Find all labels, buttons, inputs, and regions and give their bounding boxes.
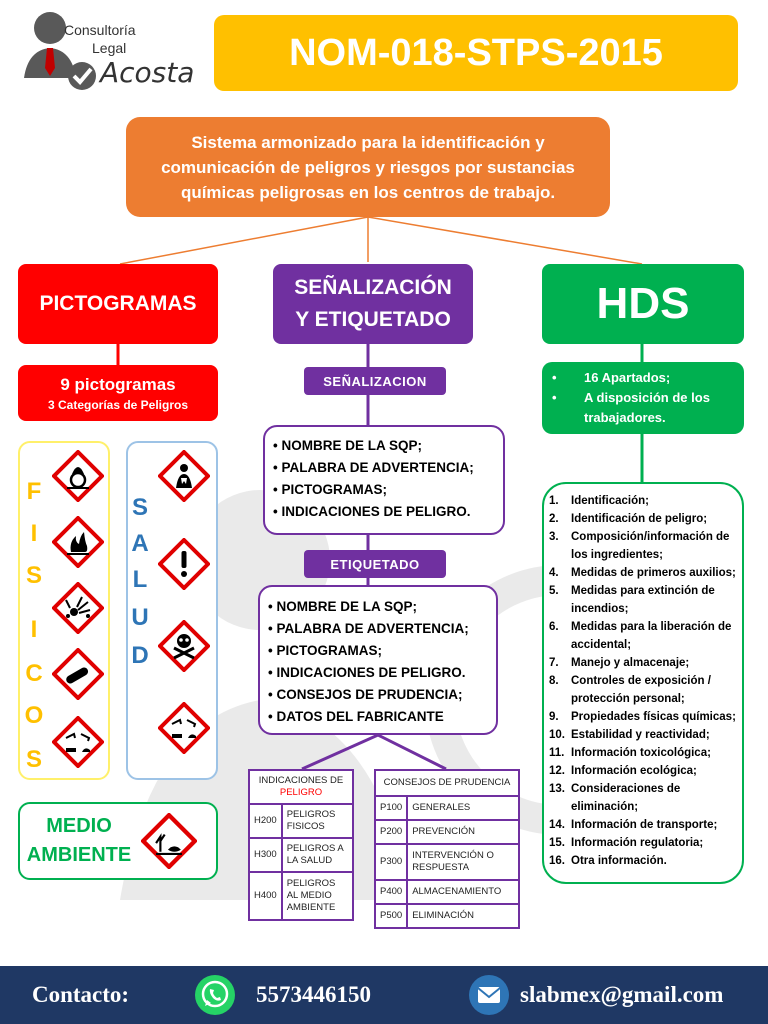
list-text: Controles de exposición / protección personal; bbox=[571, 675, 711, 705]
list-item: • INDICACIONES DE PELIGRO. bbox=[273, 504, 471, 519]
list-item bbox=[549, 852, 738, 870]
list-text: Medidas para la liberación de accidental; bbox=[571, 621, 732, 651]
list-number: 2. bbox=[549, 513, 559, 525]
oxidizer-icon bbox=[52, 450, 104, 502]
hds-summary bbox=[542, 362, 744, 434]
indicaciones-table bbox=[248, 769, 354, 921]
list-item bbox=[549, 510, 738, 528]
salud-letter: S bbox=[131, 494, 148, 521]
list-item bbox=[549, 726, 738, 744]
intro-description: Sistema armonizado para la identificación y comunicación de peligros y riesgos por sustancias químicas peligrosas en los centros de trabajo. bbox=[126, 117, 610, 217]
table-cell-text: INTERVENCIÓN O RESPUESTA bbox=[407, 844, 519, 880]
hds-sections-list bbox=[542, 482, 744, 884]
fisicos-letter: I bbox=[30, 616, 38, 643]
list-number: 15. bbox=[549, 837, 565, 849]
skull-crossbones-icon bbox=[158, 620, 210, 672]
list-text: Información de transporte; bbox=[571, 819, 718, 831]
list-number: 5. bbox=[549, 585, 559, 597]
table-row bbox=[249, 804, 353, 838]
page-title: NOM-018-STPS-2015 bbox=[214, 15, 738, 91]
fisicos-letter: S bbox=[25, 746, 42, 773]
table-cell-code: P200 bbox=[375, 820, 407, 844]
etiquetado-tag: ETIQUETADO bbox=[304, 550, 446, 578]
list-item: • PICTOGRAMAS; bbox=[273, 482, 387, 497]
consejos-table bbox=[374, 769, 520, 929]
corrosion-icon bbox=[52, 716, 104, 768]
bullet-icon: • bbox=[552, 390, 557, 405]
list-item: • CONSEJOS DE PRUDENCIA; bbox=[268, 687, 463, 702]
list-text: Medidas de primeros auxilios; bbox=[571, 567, 736, 579]
list-text: Información ecológica; bbox=[571, 765, 697, 777]
list-text: Manejo y almacenaje; bbox=[571, 657, 690, 669]
hds-bullet-text: 16 Apartados; bbox=[584, 370, 671, 385]
contact-label: Contacto: bbox=[32, 982, 130, 1007]
salud-letter: D bbox=[131, 642, 149, 669]
list-text: Medidas para extinción de incendios; bbox=[571, 585, 715, 615]
list-item: • NOMBRE DE LA SQP; bbox=[273, 438, 422, 453]
health-hazard-icon bbox=[158, 450, 210, 502]
table-cell-text: PELIGROS A LA SALUD bbox=[282, 838, 353, 872]
list-item bbox=[549, 618, 738, 654]
list-item bbox=[549, 834, 738, 852]
table-row bbox=[375, 880, 519, 904]
list-text: Otra información. bbox=[571, 855, 667, 867]
flame-icon bbox=[52, 516, 104, 568]
list-item: • DATOS DEL FABRICANTE bbox=[268, 709, 444, 724]
list-text: Composición/información de los ingredientes; bbox=[571, 531, 730, 561]
list-item bbox=[549, 708, 738, 726]
pictogramas-categories: 3 Categorías de Peligros bbox=[47, 397, 189, 412]
bullet-icon: • bbox=[552, 370, 557, 385]
list-number: 10. bbox=[549, 729, 565, 741]
list-item bbox=[549, 816, 738, 834]
table-cell-text: PELIGROS FISICOS bbox=[282, 804, 353, 838]
senalizacion-etiquetado-header bbox=[273, 264, 473, 344]
list-item bbox=[549, 780, 738, 816]
indicaciones-header: INDICACIONES DE bbox=[258, 775, 344, 786]
fisicos-letter: C bbox=[25, 660, 43, 687]
list-item bbox=[549, 564, 738, 582]
email-address[interactable]: slabmex@gmail.com bbox=[520, 982, 724, 1007]
table-cell-text: ELIMINACIÓN bbox=[407, 904, 519, 928]
list-item bbox=[549, 744, 738, 762]
table-header bbox=[249, 770, 353, 804]
logo-text-acosta: Acosta bbox=[100, 56, 195, 89]
table-cell-code: P500 bbox=[375, 904, 407, 928]
list-number: 4. bbox=[549, 567, 559, 579]
explosive-icon bbox=[52, 582, 104, 634]
list-item bbox=[549, 672, 738, 708]
table-cell-code: H300 bbox=[249, 838, 282, 872]
indicaciones-header-red: PELIGRO bbox=[279, 787, 323, 798]
list-text: Información regulatoria; bbox=[571, 837, 704, 849]
mail-icon[interactable] bbox=[468, 974, 510, 1016]
fisicos-letter: S bbox=[25, 562, 42, 589]
list-number: 14. bbox=[549, 819, 565, 831]
senalizacion-header-line1: SEÑALIZACIÓN bbox=[294, 276, 452, 299]
list-number: 3. bbox=[549, 531, 559, 543]
table-cell-text: ALMACENAMIENTO bbox=[407, 880, 519, 904]
list-item: • INDICACIONES DE PELIGRO. bbox=[268, 665, 466, 680]
list-item: • NOMBRE DE LA SQP; bbox=[268, 599, 417, 614]
list-number: 6. bbox=[549, 621, 559, 633]
table-row bbox=[375, 820, 519, 844]
table-header-row bbox=[249, 770, 353, 804]
medio-ambiente-line2: AMBIENTE bbox=[26, 844, 132, 866]
senalizacion-list bbox=[263, 425, 505, 535]
list-number: 12. bbox=[549, 765, 565, 777]
logo-text-legal: Legal bbox=[92, 40, 127, 56]
list-text: Propiedades físicas químicas; bbox=[571, 711, 736, 723]
table-row bbox=[249, 838, 353, 872]
table-cell-code: H400 bbox=[249, 872, 282, 920]
whatsapp-icon[interactable] bbox=[194, 974, 236, 1016]
pictogramas-count: 9 pictogramas bbox=[60, 374, 176, 394]
list-number: 8. bbox=[549, 675, 559, 687]
list-number: 7. bbox=[549, 657, 559, 669]
list-text: Identificación; bbox=[571, 495, 649, 507]
table-cell-text: GENERALES bbox=[407, 796, 519, 820]
fisicos-letter: O bbox=[24, 702, 44, 729]
list-item: • PALABRA DE ADVERTENCIA; bbox=[273, 460, 474, 475]
salud-letter: U bbox=[131, 604, 149, 631]
consejos-header: CONSEJOS DE PRUDENCIA bbox=[375, 770, 519, 796]
salud-letter: L bbox=[132, 566, 148, 593]
list-item bbox=[552, 388, 736, 428]
table-header-row bbox=[375, 770, 519, 796]
logo-text-consultoria: Consultoría bbox=[64, 22, 136, 38]
list-number: 16. bbox=[549, 855, 565, 867]
list-number: 1. bbox=[549, 495, 559, 507]
fisicos-letter: I bbox=[30, 520, 38, 547]
list-text: Consideraciones de eliminación; bbox=[571, 783, 681, 813]
senalizacion-tag: SEÑALIZACION bbox=[304, 367, 446, 395]
pictogramas-header: PICTOGRAMAS bbox=[18, 264, 218, 344]
list-item bbox=[549, 528, 738, 564]
exclamation-icon bbox=[158, 538, 210, 590]
list-item bbox=[549, 492, 738, 510]
table-cell-text: PELIGROS AL MEDIO AMBIENTE bbox=[282, 872, 353, 920]
list-item bbox=[549, 762, 738, 780]
list-item bbox=[549, 582, 738, 618]
salud-letter: A bbox=[131, 530, 149, 557]
gas-cylinder-icon bbox=[52, 648, 104, 700]
list-number: 13. bbox=[549, 783, 565, 795]
table-cell-code: H200 bbox=[249, 804, 282, 838]
list-item: • PICTOGRAMAS; bbox=[268, 643, 382, 658]
list-text: Estabilidad y reactividad; bbox=[571, 729, 710, 741]
list-item bbox=[552, 368, 736, 388]
table-row bbox=[375, 904, 519, 928]
list-number: 9. bbox=[549, 711, 559, 723]
list-text: Identificación de peligro; bbox=[571, 513, 708, 525]
senalizacion-header-line2: Y ETIQUETADO bbox=[295, 308, 451, 331]
hds-header: HDS bbox=[542, 264, 744, 344]
hds-bullet-text: A disposición de los trabajadores. bbox=[584, 390, 710, 425]
medio-ambiente-label bbox=[24, 812, 134, 870]
phone-number[interactable]: 5573446150 bbox=[256, 982, 371, 1007]
corrosion-icon bbox=[158, 702, 210, 754]
medio-ambiente-line1: MEDIO bbox=[46, 815, 112, 837]
table-row bbox=[375, 844, 519, 880]
pictogramas-summary bbox=[18, 365, 218, 421]
list-item: • PALABRA DE ADVERTENCIA; bbox=[268, 621, 469, 636]
table-cell-code: P400 bbox=[375, 880, 407, 904]
environment-icon bbox=[141, 813, 197, 869]
table-row bbox=[375, 796, 519, 820]
fisicos-letter: F bbox=[26, 478, 42, 505]
list-number: 11. bbox=[549, 747, 565, 759]
list-item bbox=[549, 654, 738, 672]
table-cell-text: PREVENCIÓN bbox=[407, 820, 519, 844]
list-text: Información toxicológica; bbox=[571, 747, 711, 759]
table-row bbox=[249, 872, 353, 920]
etiquetado-list bbox=[258, 585, 498, 735]
table-cell-code: P100 bbox=[375, 796, 407, 820]
table-cell-code: P300 bbox=[375, 844, 407, 880]
